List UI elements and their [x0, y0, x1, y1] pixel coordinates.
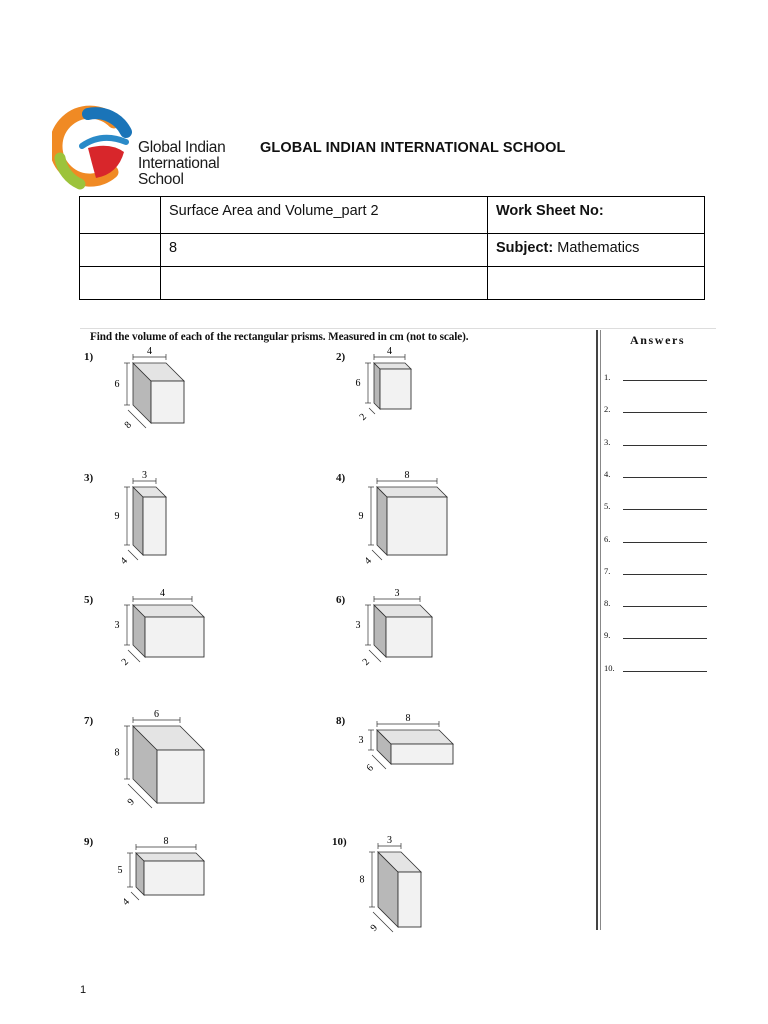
depth-dimension-line [372, 550, 382, 560]
prism-top-face [377, 730, 453, 744]
logo-line-1: Global Indian [138, 139, 226, 156]
depth-label: 4 [118, 555, 130, 567]
depth-label: 4 [120, 896, 132, 908]
topic-cell: Surface Area and Volume_part 2 [161, 197, 488, 234]
answer-number: 1. [604, 372, 611, 382]
depth-label: 8 [122, 419, 134, 431]
problem-number: 1) [84, 351, 94, 363]
height-label: 3 [355, 620, 361, 631]
depth-dimension-line [369, 408, 375, 414]
logo-line-3: School [138, 171, 184, 188]
answer-number: 3. [604, 436, 611, 447]
answer-blank-line[interactable] [623, 380, 707, 381]
problem-number: 9) [84, 836, 94, 848]
answer-number: 2. [604, 404, 611, 415]
problem-number: 2) [336, 351, 346, 363]
answer-blank-line[interactable] [623, 542, 707, 543]
depth-label: 9 [368, 922, 380, 934]
answer-blank-line[interactable] [623, 606, 707, 607]
answer-number: 9. [604, 630, 611, 641]
answer-blank-line[interactable] [623, 412, 707, 413]
height-label: 6 [355, 378, 361, 389]
answer-number: 6. [604, 533, 611, 544]
answer-number: 7. [604, 565, 611, 576]
depth-label: 6 [364, 762, 376, 774]
width-label: 4 [147, 346, 152, 357]
prism-side-face [133, 487, 143, 555]
answer-number: 5. [604, 501, 611, 512]
answers-divider [596, 330, 598, 930]
width-label: 6 [154, 709, 159, 720]
problem-number: 6) [336, 594, 346, 606]
worksheet-instruction: Find the volume of each of the rectangular prisms. Measured in cm (not to scale). [90, 331, 469, 343]
width-label: 3 [394, 588, 400, 599]
width-label: 8 [404, 470, 410, 481]
problem-number: 7) [84, 715, 94, 727]
school-name-heading: GLOBAL INDIAN INTERNATIONAL SCHOOL [260, 140, 566, 156]
height-label: 3 [114, 620, 120, 631]
problem-number: 5) [84, 594, 94, 606]
prism-front-face [157, 750, 204, 803]
prism-top-face [133, 605, 204, 617]
answer-blank-line[interactable] [623, 638, 707, 639]
height-label: 8 [359, 874, 365, 886]
prism-front-face [386, 617, 432, 657]
grade-cell: 8 [161, 234, 488, 267]
answer-number: 4. [604, 468, 611, 479]
problem-number: 4) [336, 472, 346, 484]
answers-divider-thin [600, 330, 601, 930]
subject-value: Mathematics [557, 240, 640, 256]
width-label: 4 [160, 588, 165, 599]
prism-front-face [143, 497, 166, 555]
answers-title: Answers [630, 333, 686, 347]
width-label: 3 [142, 470, 147, 481]
answer-blank-line[interactable] [623, 445, 707, 446]
width-label: 8 [405, 713, 411, 724]
logo-line-2: International [138, 155, 220, 172]
prism-top-face [377, 487, 447, 497]
depth-dimension-line [131, 892, 139, 900]
problem-number: 10) [332, 836, 347, 848]
depth-dimension-line [128, 550, 138, 560]
prism-top-face [374, 363, 411, 369]
problem-number: 3) [84, 472, 94, 484]
answer-blank-line[interactable] [623, 574, 707, 575]
height-label: 9 [358, 511, 364, 522]
prism-front-face [380, 369, 411, 409]
depth-dimension-line [369, 650, 381, 662]
prism-front-face [145, 617, 204, 657]
height-label: 6 [114, 379, 120, 390]
prism-front-face [391, 744, 453, 764]
height-label: 9 [114, 511, 120, 522]
prism-front-face [387, 497, 447, 555]
prism-front-face [144, 861, 204, 895]
width-label: 8 [163, 836, 169, 847]
answer-number: 8. [604, 598, 611, 609]
answer-number: 10. [604, 662, 615, 673]
depth-dimension-line [128, 650, 140, 662]
width-label: 4 [387, 346, 392, 357]
prism-front-face [398, 872, 421, 927]
depth-label: 4 [362, 555, 374, 567]
worksheet-label: Work Sheet No: [496, 203, 604, 219]
subject-label: Subject: [496, 240, 554, 256]
answer-blank-line[interactable] [623, 477, 707, 478]
height-label: 5 [117, 865, 123, 876]
answer-blank-line[interactable] [623, 509, 707, 510]
depth-label: 2 [119, 656, 131, 668]
depth-label: 2 [357, 411, 369, 423]
height-label: 8 [114, 747, 120, 759]
width-label: 3 [387, 835, 392, 846]
height-label: 3 [358, 735, 364, 746]
prism-top-face [136, 853, 204, 861]
page-number: 1 [80, 984, 87, 996]
problem-number: 8) [336, 715, 346, 727]
prism-front-face [151, 381, 184, 423]
prism-side-face [377, 487, 387, 555]
prism-side-face [374, 363, 380, 409]
depth-label: 9 [125, 796, 137, 808]
depth-label: 2 [360, 656, 372, 668]
answer-blank-line[interactable] [623, 671, 707, 672]
